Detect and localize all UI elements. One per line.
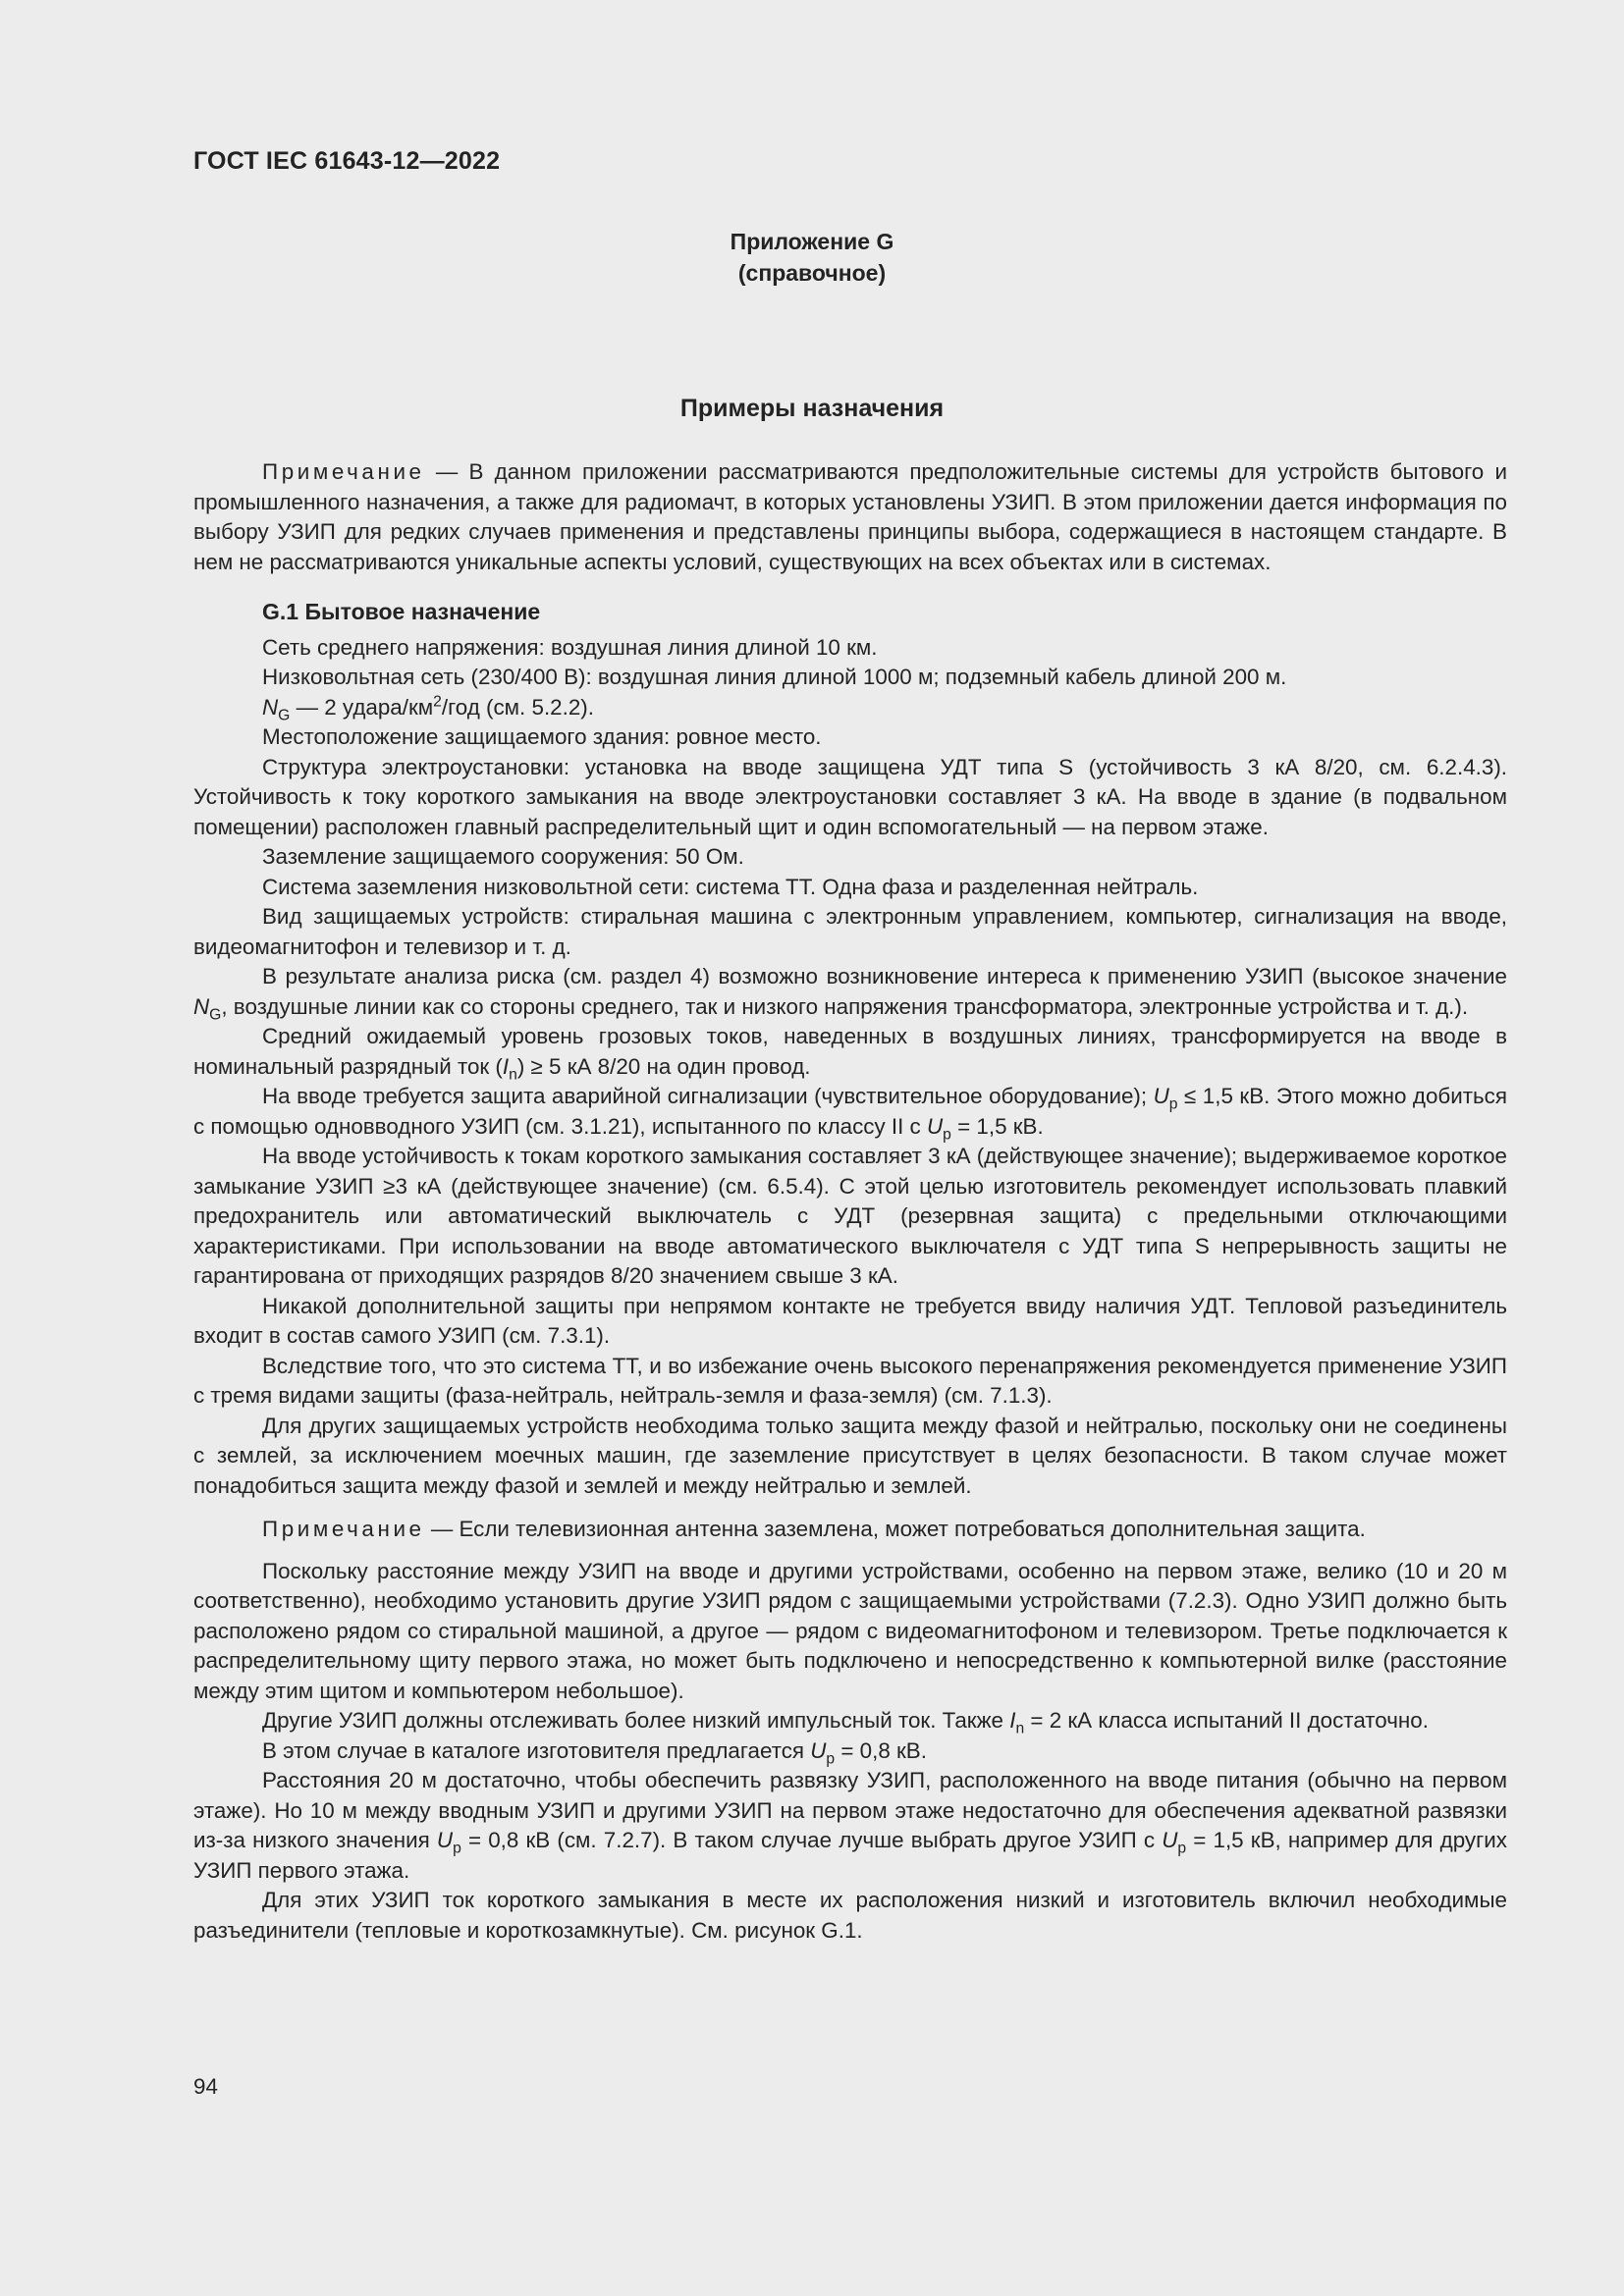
paragraph: На вводе устойчивость к токам короткого замыкания составляет 3 кА (действующее значение); выдерживаемое короткое замыкание УЗИП ≥3 кА (действующее значение) (см. 6.5.4). С этой целью изготовитель рекомендует использовать плавкий предохранитель или автоматический выключатель с УДТ (резервная защита) с предельными отключающими характеристиками. При использовании на вводе автоматического выключателя с УДТ типа S непрерывность защиты не гарантирована от приходящих разрядов 8/20 значением свыше 3 кА. [193, 1144, 1507, 1288]
text-run: — 2 удара/км [290, 694, 434, 720]
text-run: ≤ 1,5 кВ. Этого можно добиться с помощью одновводного УЗИП (см. 3.1.21), испытанного по классу II с [193, 1084, 1507, 1139]
annex-title: Примеры назначения [679, 395, 945, 422]
annex-heading [0, 226, 1624, 289]
subscript: p [826, 1749, 836, 1767]
paragraph: Низковольтная сеть (230/400 В): воздушная линия длиной 1000 м; подземный кабель длиной 200 м. [262, 665, 1287, 689]
text-run: , воздушные линии как со стороны среднего, так и низкого напряжения трансформатора, электронные устройства и т. д.). [221, 993, 1469, 1019]
note-label: Примечание [262, 459, 425, 484]
intro-note [193, 457, 1507, 577]
note-label: Примечание [262, 1517, 425, 1541]
paragraph: Для других защищаемых устройств необходима только защита между фазой и нейтралью, поскольку они не соединены с землей, за исключением моечных машин, где заземление присутствует в целях безопасности. В таком случае может понадобиться защита между фазой и землей и между нейтралью и землей. [193, 1413, 1507, 1498]
symbol: U [436, 1828, 454, 1852]
symbol: U [1153, 1084, 1169, 1108]
text-run: В этом случае в каталоге изготовителя предлагается [262, 1737, 811, 1763]
note-text: — Если телевизионная антенна заземлена, может потребоваться дополнительная защита. [424, 1517, 1366, 1541]
document-header: ГОСТ IEC 61643-12—2022 [193, 147, 501, 175]
text-run: = 0,8 кВ. [835, 1737, 927, 1763]
paragraph: Структура электроустановки: установка на вводе защищена УДТ типа S (устойчивость 3 кА 8/20, см. 6.2.4.3). Устойчивость к току короткого замыкания на вводе электроустановки составляет 3 кА. На вводе в здание (в подвальном помещении) расположен главный распределительный щит и один вспомогательный — на первом этаже. [193, 754, 1507, 839]
paragraph [193, 1766, 1507, 1886]
paragraph: Вид защищаемых устройств: стиральная машина с электронным управлением, компьютер, сигнализация на вводе, видеомагнитофон и телевизор и т. д. [193, 904, 1507, 959]
text-run: /год (см. 5.2.2). [441, 694, 594, 720]
symbol: U [810, 1737, 827, 1763]
symbol: I [1009, 1708, 1016, 1733]
subscript: G [209, 1005, 222, 1023]
page-number: 94 [193, 2074, 218, 2099]
subscript: n [1015, 1720, 1025, 1737]
subscript: p [943, 1125, 951, 1143]
text-run: В результате анализа риска (см. раздел 4) возможно возникновение интереса к применению УЗИП (высокое значение [262, 964, 1507, 988]
paragraph: Сеть среднего напряжения: воздушная линия длиной 10 км. [262, 634, 878, 660]
subscript: p [1177, 1840, 1187, 1857]
text-run: Расстояния 20 м достаточно, чтобы обеспечить развязку УЗИП, расположенного на вводе питания (обычно на первом этаже). Но 10 м между вводным УЗИП и другими УЗИП на первом этаже недостаточно для обеспечения адекватной развязки из-за низкого значения [193, 1768, 1507, 1852]
subscript: p [1168, 1095, 1178, 1113]
superscript: 2 [433, 693, 442, 711]
note-paragraph [193, 1515, 1507, 1545]
text-run: ) ≥ 5 кА 8/20 на один провод. [516, 1053, 811, 1079]
annex-kind: (справочное) [737, 260, 887, 286]
paragraph [193, 962, 1507, 1022]
paragraph [193, 693, 1507, 723]
document-body [193, 457, 1507, 1946]
text-run: Другие УЗИП должны отслеживать более низкий импульсный ток. Также [262, 1708, 1010, 1733]
subscript: n [509, 1065, 517, 1083]
symbol: N [193, 993, 210, 1019]
text-run: = 1,5 кВ. [950, 1113, 1044, 1139]
text-run: Средний ожидаемый уровень грозовых токов, наведенных в воздушных линиях, трансформируется на вводе в номинальный разрядный ток ( [193, 1024, 1507, 1079]
paragraph [193, 1736, 1507, 1767]
paragraph [193, 1082, 1507, 1142]
subscript: G [278, 706, 291, 723]
symbol: N [262, 694, 279, 720]
paragraph [193, 1022, 1507, 1082]
paragraph: Поскольку расстояние между УЗИП на вводе и другими устройствами, особенно на первом этаже, велико (10 и 20 м соответственно), необходимо установить другие УЗИП рядом с защищаемыми устройствами (7.2.3). Одно УЗИП должно быть расположено рядом со стиральной машиной, а другое — рядом с видеомагнитофоном и телевизором. Третье подключается к распределительному щиту первого этажа, но может быть подключено и непосредственно к компьютерной вилке (расстояние между этим щитом и компьютером небольшое). [193, 1558, 1507, 1703]
paragraph: Система заземления низковольтной сети: система ТТ. Одна фаза и разделенная нейтраль. [262, 874, 1199, 899]
text-run: = 1,5 кВ, например для других УЗИП первого этажа. [193, 1828, 1507, 1883]
paragraph: Местоположение защищаемого здания: ровное место. [262, 724, 822, 749]
text-run: = 0,8 кВ (см. 7.2.7). В таком случае лучше выбрать другое УЗИП с [460, 1828, 1163, 1852]
paragraph: Никакой дополнительной защиты при непрямом контакте не требуется ввиду наличия УДТ. Тепловой разъединитель входит в состав самого УЗИП (см. 7.3.1). [193, 1293, 1507, 1348]
paragraph: Заземление защищаемого сооружения: 50 Ом. [262, 844, 744, 869]
paragraph: Для этих УЗИП ток короткого замыкания в месте их расположения низкий и изготовитель включил необходимые разъединители (тепловые и короткозамкнутые). См. рисунок G.1. [193, 1888, 1507, 1943]
annex-label: Приложение G [730, 229, 894, 254]
paragraph [193, 1706, 1507, 1736]
text-run: = 2 кА класса испытаний II достаточно. [1024, 1708, 1429, 1733]
subscript: p [453, 1840, 461, 1857]
text-run: На вводе требуется защита аварийной сигнализации (чувствительное оборудование); [262, 1084, 1154, 1108]
symbol: U [926, 1113, 944, 1139]
note-text: — В данном приложении рассматриваются предположительные системы для устройств бытового и промышленного назначения, а также для радиомачт, в которых установлены УЗИП. В этом приложении дается информация по выбору УЗИП для редких случаев применения и представлены принципы выбора, содержащиеся в настоящем стандарте. В нем не рассматриваются уникальные аспекты условий, существующих на всех объектах или в системах. [193, 459, 1507, 574]
paragraph: Вследствие того, что это система ТТ, и во избежание очень высокого перенапряжения рекомендуется применение УЗИП с тремя видами защиты (фаза-нейтраль, нейтраль-земля и фаза-земля) (см. 7.1.3). [193, 1353, 1507, 1408]
section-heading: G.1 Бытовое назначение [262, 599, 541, 624]
symbol: U [1162, 1828, 1178, 1852]
symbol: I [502, 1053, 510, 1079]
